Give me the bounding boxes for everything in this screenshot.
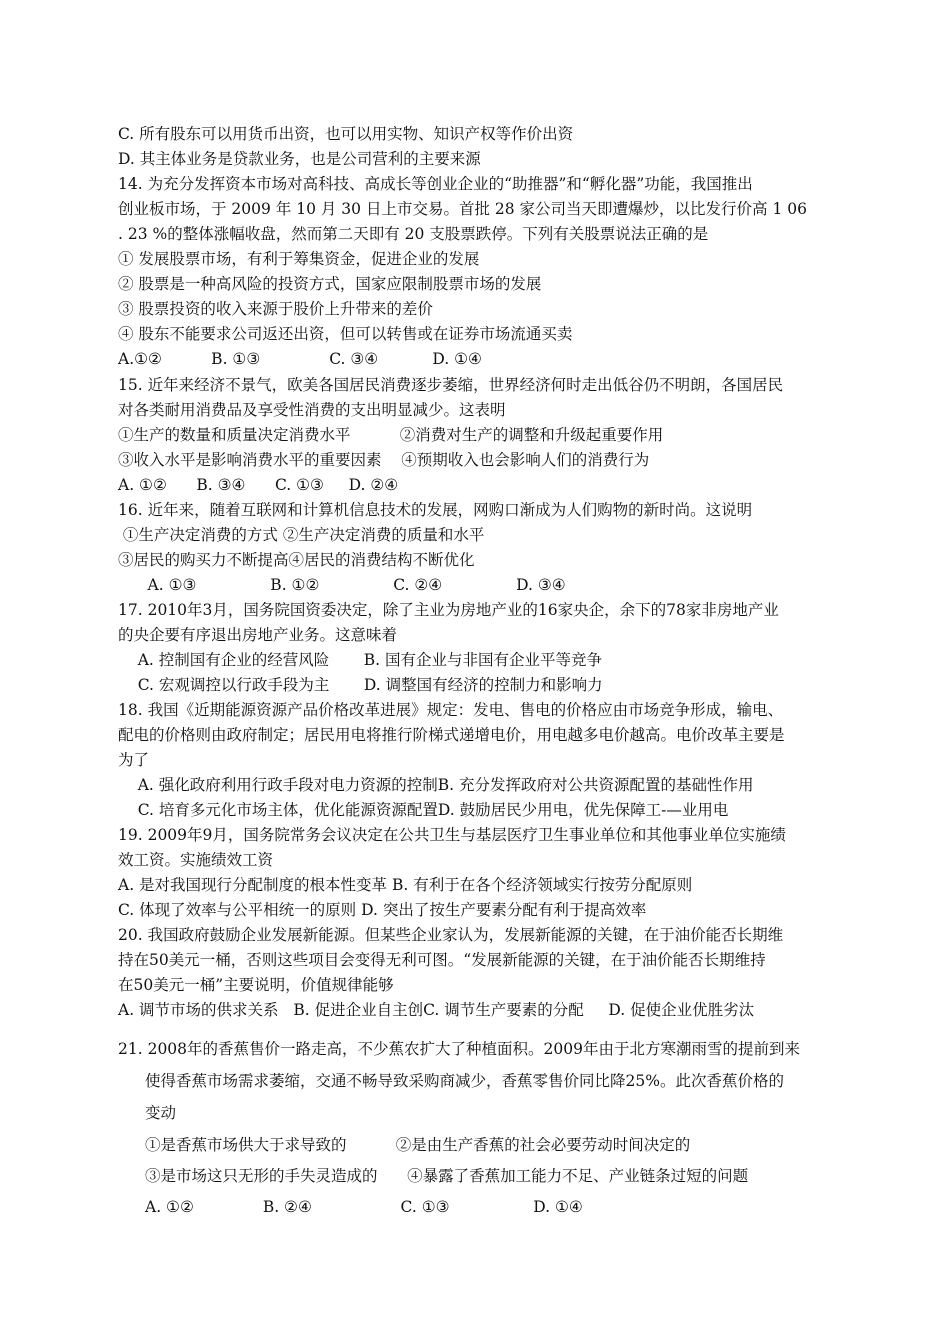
text-line: 配电的价格则由政府制定；居民用电将推行阶梯式递增电价，用电越多电价越高。电价改革主要是 <box>118 726 785 744</box>
question-16: 16. 近年来，随着互联网和计算机信息技术的发展，网购口渐成为人们购物的新时尚。这说明 <box>118 501 753 519</box>
text-line: ①生产决定消费的方式 ②生产决定消费的质量和水平 <box>118 526 485 544</box>
question-18: 18. 我国《近期能源资源产品价格改革进展》规定：发电、售电的价格应由市场竞争形成，输电、 <box>118 701 784 719</box>
answer-options: A. ①③ B. ①② C. ②④ D. ③④ <box>118 576 566 594</box>
text-line: 效工资。实施绩效工资 <box>118 851 274 869</box>
text-line: . 23 %的整体涨幅收盘，然而第二天即有 20 支股票跌停。下列有关股票说法正确的是 <box>118 225 709 243</box>
text-line: 变动 <box>145 1104 177 1122</box>
text-line: ③居民的购买力不断提高④居民的消费结构不断优化 <box>118 551 475 569</box>
text-line: ①生产的数量和质量决定消费水平 ②消费对生产的调整和升级起重要作用 <box>118 426 664 444</box>
answer-options: C. 体现了效率与公平相统一的原则 D. 突出了按生产要素分配有利于提高效率 <box>118 901 647 919</box>
question-20: 20. 我国政府鼓励企业发展新能源。但某些企业家认为，发展新能源的关键，在于油价能否长期维 <box>118 926 784 944</box>
question-17: 17. 2010年3月，国务院国资委决定，除了主业为房地产业的16家央企，余下的78家非房地产业 <box>118 601 779 619</box>
answer-options: A. ①② B. ②④ C. ①③ D. ①④ <box>145 1198 583 1216</box>
answer-options: C. 培育多元化市场主体，优化能源资源配置D. 鼓励居民少用电，优先保障工-—业用电 <box>118 801 729 819</box>
answer-options: A.①② B. ①③ C. ③④ D. ①④ <box>118 350 482 368</box>
question-19: 19. 2009年9月，国务院常务会议决定在公共卫生与基层医疗卫生事业单位和其他事业单位实施绩 <box>118 826 786 844</box>
text-line: ① 发展股票市场，有利于筹集资金，促进企业的发展 <box>118 250 480 268</box>
question-21: 21. 2008年的香蕉售价一路走高，不少蕉农扩大了种植面积。2009年由于北方寒潮雨雪的提前到来 <box>118 1040 800 1058</box>
text-line: ② 股票是一种高风险的投资方式，国家应限制股票市场的发展 <box>118 275 542 293</box>
answer-options: A. 强化政府利用行政手段对电力资源的控制B. 充分发挥政府对公共资源配置的基础性作用 <box>118 776 754 794</box>
text-line: 使得香蕉市场需求萎缩，交通不畅导致采购商减少，香蕉零售价同比降25%。此次香蕉价格的 <box>145 1072 784 1090</box>
text-line: ③是市场这只无形的手失灵造成的 ④暴露了香蕉加工能力不足、产业链条过短的问题 <box>145 1167 749 1185</box>
text-line: 持在50美元一桶，否则这些项目会变得无利可图。“发展新能源的关键，在于油价能否长期维持 <box>118 951 766 969</box>
answer-options: A. 调节市场的供求关系 B. 促进企业自主创C. 调节生产要素的分配 D. 促使企业优胜劣汰 <box>118 1001 755 1019</box>
text-line: ①是香蕉市场供大于求导致的 ②是由生产香蕉的社会必要劳动时间决定的 <box>145 1136 691 1154</box>
question-15: 15. 近年来经济不景气，欧美各国居民消费逐步萎缩，世界经济何时走出低谷仍不明朗，各国居民 <box>118 376 784 394</box>
text-line: 创业板市场，于 2009 年 10 月 30 日上市交易。首批 28 家公司当天即遭爆炒，以比发行价高 1 06 <box>118 200 807 218</box>
answer-options: A. 控制国有企业的经营风险 B. 国有企业与非国有企业平等竞争 <box>118 651 602 669</box>
text-line: ③收入水平是影响消费水平的重要因素 ④预期收入也会影响人们的消费行为 <box>118 451 650 469</box>
answer-options: A. 是对我国现行分配制度的根本性变革 B. 有利于在各个经济领域实行按劳分配原则 <box>118 876 693 894</box>
text-line: ④ 股东不能要求公司返还出资，但可以转售或在证券市场流通买卖 <box>118 325 573 343</box>
text-line: D. 其主体业务是贷款业务，也是公司营利的主要来源 <box>118 150 481 168</box>
question-14: 14. 为充分发挥资本市场对高科技、高成长等创业企业的“助推器”和“孵化器”功能，我国推出 <box>118 175 753 193</box>
text-line: ③ 股票投资的收入来源于股价上升带来的差价 <box>118 300 433 318</box>
text-line: 对各类耐用消费品及享受性消费的支出明显减少。这表明 <box>118 401 506 419</box>
answer-options: C. 宏观调控以行政手段为主 D. 调整国有经济的控制力和影响力 <box>118 676 603 694</box>
text-line: 为了 <box>118 751 150 769</box>
text-line: C. 所有股东可以用货币出资，也可以用实物、知识产权等作价出资 <box>118 125 574 143</box>
answer-options: A. ①② B. ③④ C. ①③ D. ②④ <box>118 476 399 494</box>
text-line: 的央企要有序退出房地产业务。这意味着 <box>118 626 398 644</box>
text-line: 在50美元一桶”主要说明，价值规律能够 <box>118 976 394 994</box>
